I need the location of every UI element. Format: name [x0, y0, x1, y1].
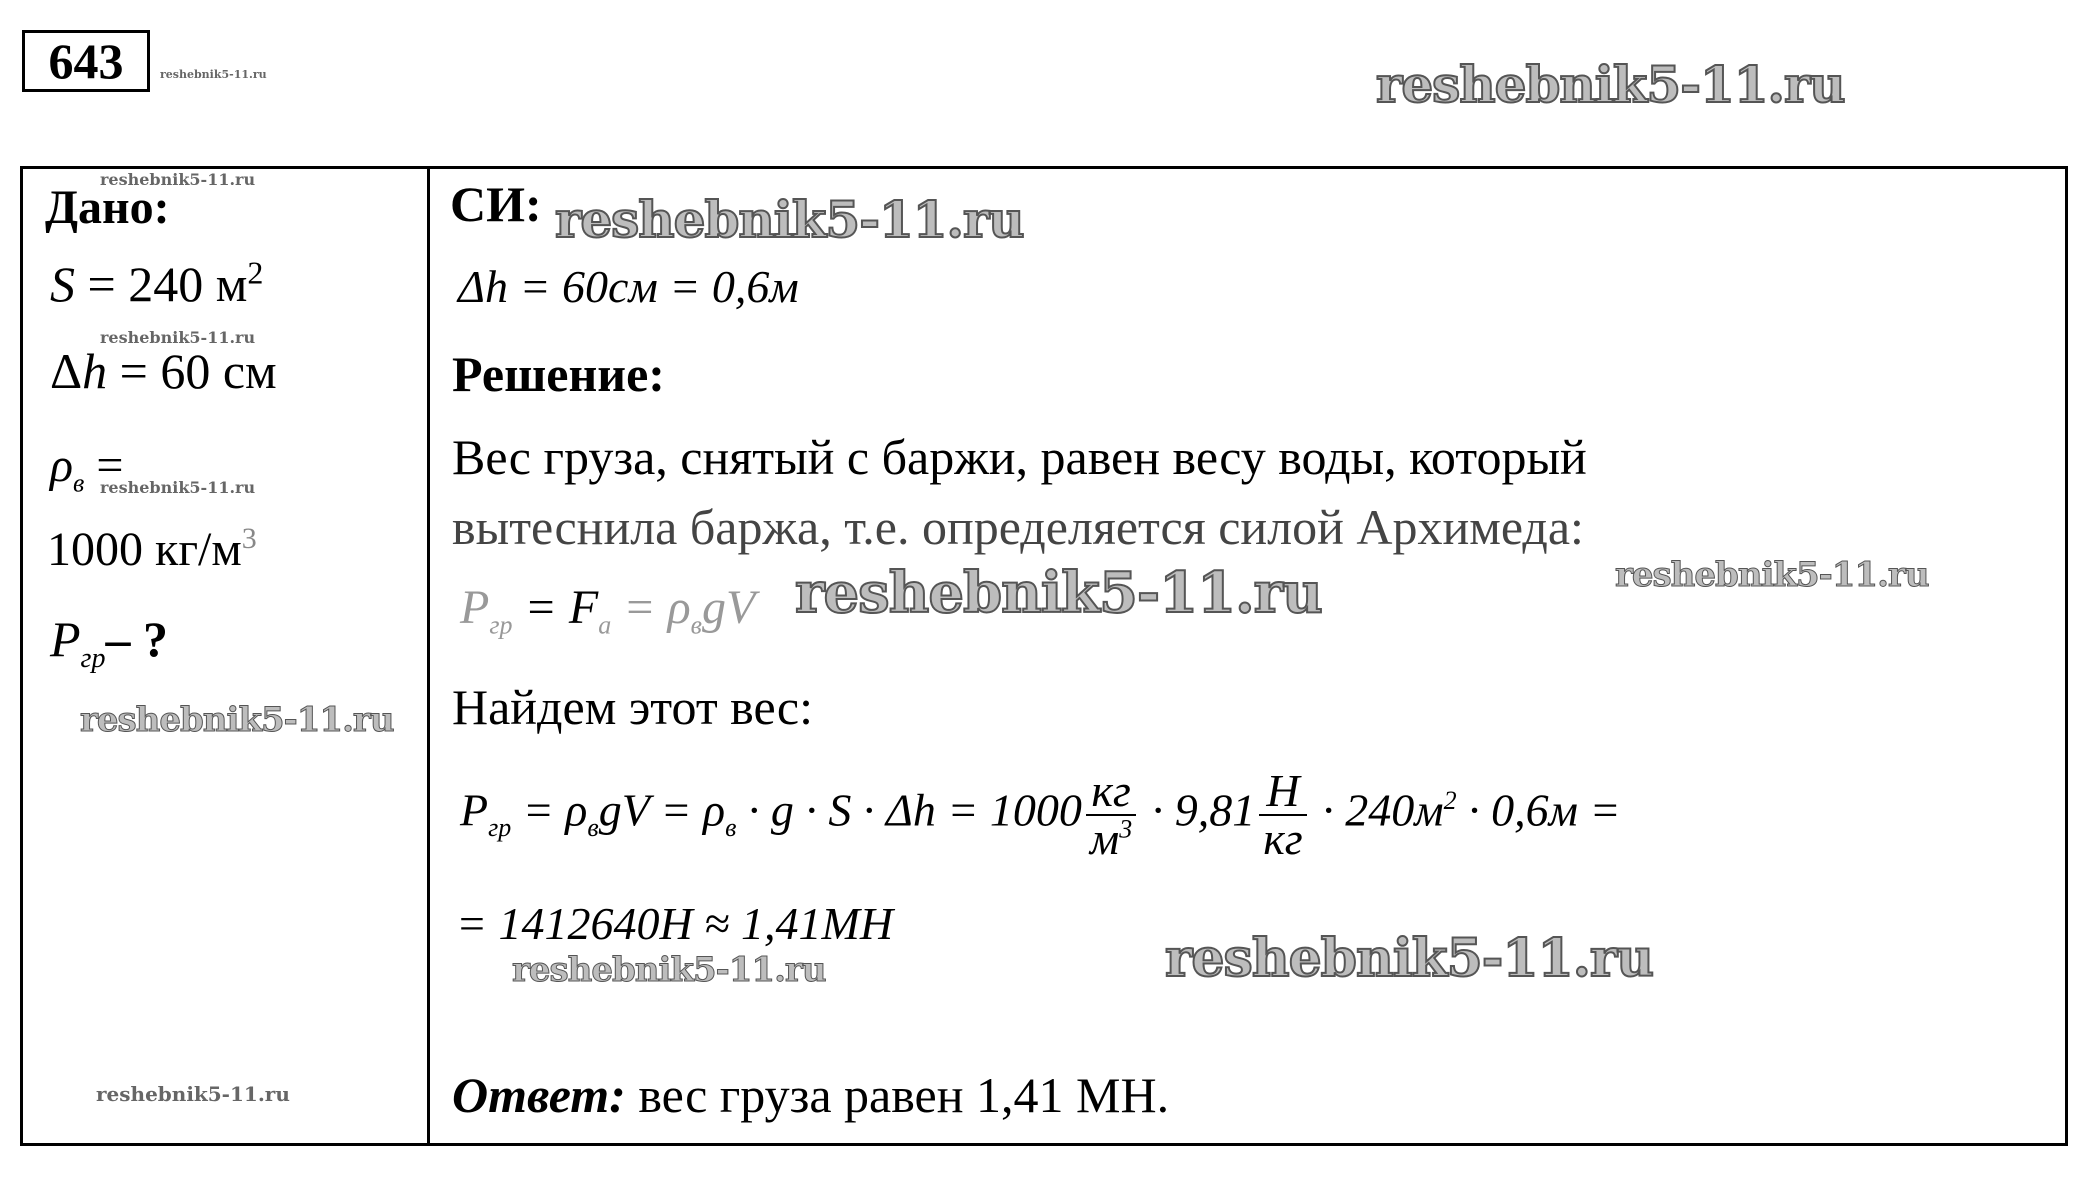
- given-water-density-value: 1000 $кг/м^3$: [47, 522, 257, 576]
- watermark-si: reshebnik5-11.ru: [555, 190, 1024, 249]
- given-height-change: Δh = 60 см: [50, 343, 277, 399]
- answer-label: Ответ:: [452, 1067, 626, 1123]
- watermark-given-4: reshebnik5-11.ru: [80, 700, 394, 740]
- answer-text: вес груза равен 1,41 МН.: [625, 1067, 1170, 1123]
- watermark-given-2: reshebnik5-11.ru: [100, 328, 256, 347]
- solution-heading: Решение:: [452, 346, 665, 402]
- watermark-tiny: reshebnik5-11.ru: [160, 68, 267, 81]
- watermark-result-small: reshebnik5-11.ru: [512, 950, 826, 990]
- watermark-mid: reshebnik5-11.ru: [795, 560, 1322, 626]
- si-heading: СИ:: [450, 176, 542, 232]
- formula-archimedes: $P_{гр} = F_a = \rho_вgV$: [460, 581, 756, 640]
- solution-table: [20, 166, 2068, 1146]
- given-find: $P_{гр}-$ ?: [50, 611, 168, 674]
- watermark-given-top: reshebnik5-11.ru: [100, 170, 256, 189]
- si-conversion: Δh = 60см = 0,6м: [458, 261, 799, 312]
- given-area: S = 240 $м^2$: [50, 254, 264, 312]
- watermark-result-big: reshebnik5-11.ru: [1165, 928, 1654, 989]
- answer-line: [452, 1066, 1169, 1124]
- solution-text-line-2: вытеснила баржа, т.е. определяется силой Архимеда:: [452, 499, 1584, 555]
- result-line: = 1412640Н ≈ 1,41МН: [456, 898, 894, 949]
- watermark-given-3: reshebnik5-11.ru: [100, 478, 256, 497]
- watermark-header: reshebnik5-11.ru: [1376, 55, 1845, 114]
- fraction-n-per-kg: $\frac{Н}{кг}$: [1259, 768, 1306, 862]
- watermark-right: reshebnik5-11.ru: [1615, 555, 1929, 595]
- find-weight-text: Найдем этот вес:: [452, 679, 814, 735]
- solution-text-line-1: Вес груза, снятый с баржи, равен весу воды, который: [452, 429, 1587, 485]
- given-water-density-symbol: $\rho_в$ =: [50, 439, 124, 498]
- watermark-given-5: reshebnik5-11.ru: [96, 1082, 290, 1106]
- formula-weight: $P_{гр} = \rho_вgV = \rho_в \cdot g \cdot S \cdot \Delta h = 1000$ $\frac{кг}{м^3}$ · 9,81 $\frac{Н}{кг}$ · $240м^2 \cdot 0,6м$ =: [460, 765, 1621, 864]
- column-divider: [427, 166, 430, 1146]
- problem-number: 643: [22, 30, 150, 92]
- given-heading: Дано:: [45, 181, 170, 234]
- fraction-kg-per-m3: $\frac{кг}{м^3}$: [1086, 768, 1136, 862]
